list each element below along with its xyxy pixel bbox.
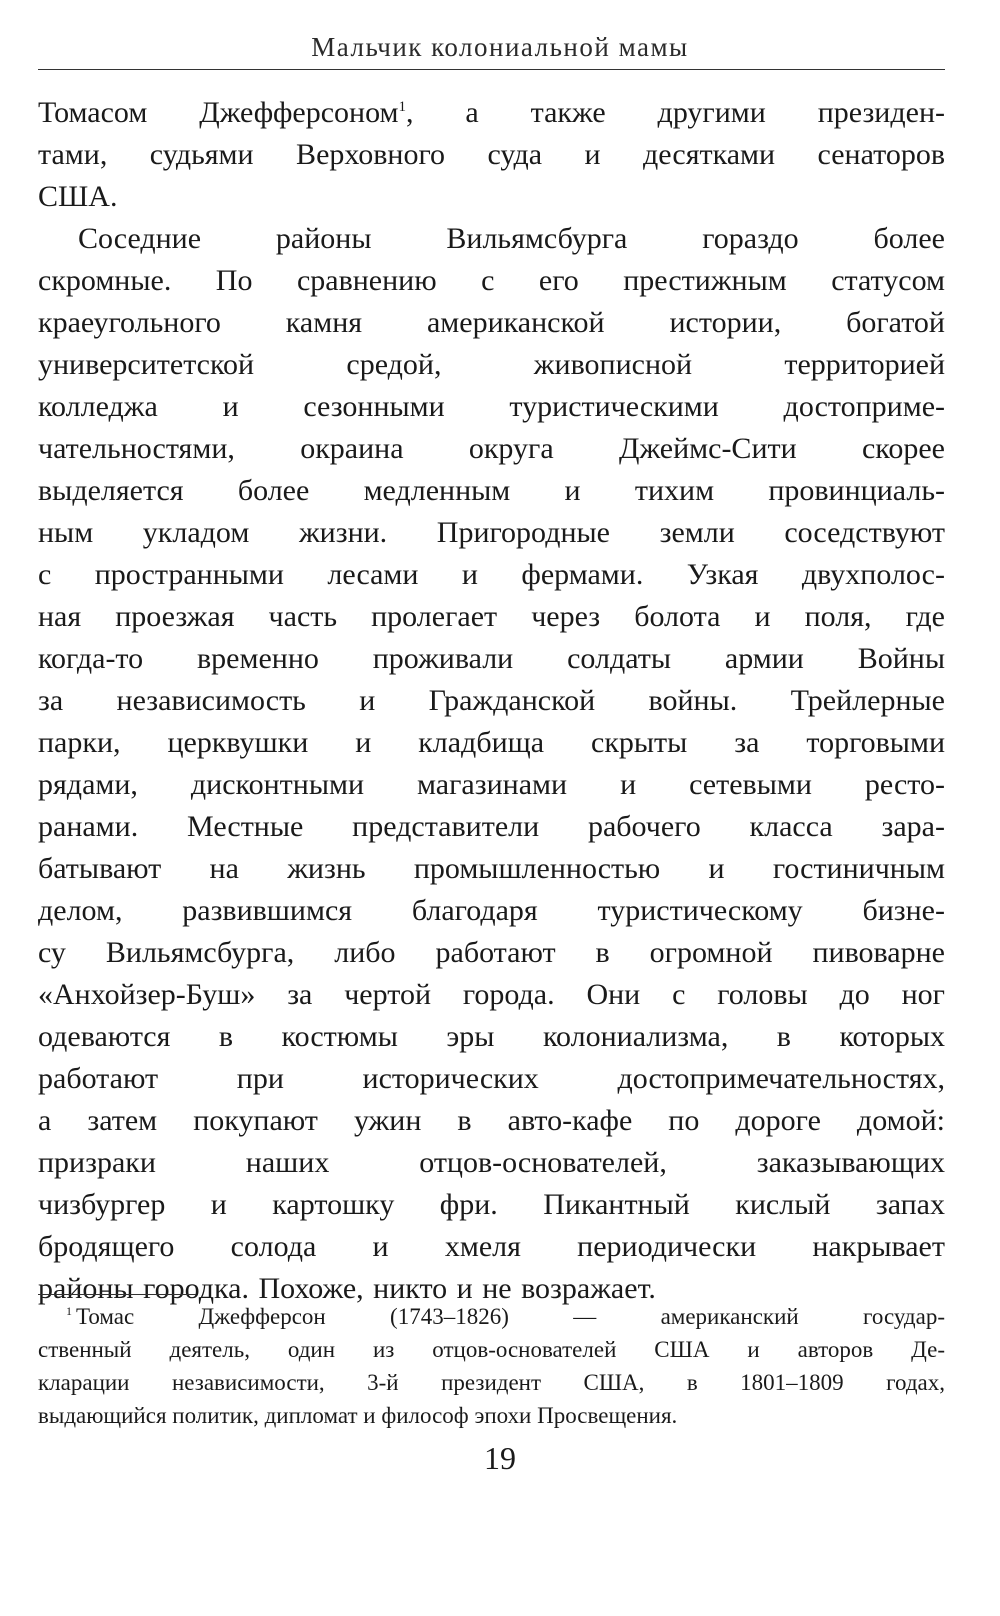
text-line: а затем покупают ужин в авто-кафе по дороге домой: (38, 1104, 945, 1137)
page-number: 19 (484, 1440, 516, 1476)
footnote (38, 1300, 945, 1432)
text-line: бродящего солода и хмеля периодически накрывает (38, 1230, 945, 1263)
text-line: парки, церквушки и кладбища скрыты за торговыми (38, 726, 945, 759)
text-line: рядами, дисконтными магазинами и сетевыми ресто- (38, 768, 945, 801)
body-text (38, 92, 945, 1310)
footnote-marker: 1 (66, 1304, 72, 1319)
text-line: колледжа и сезонными туристическими достоприме- (38, 390, 945, 423)
footnote-line: ственный деятель, один из отцов-основателей США и авторов Де- (38, 1337, 945, 1362)
text-line: су Вильямсбурга, либо работают в огромной пивоварне (38, 936, 945, 969)
text-line: «Анхойзер-Буш» за чертой города. Они с головы до ног (38, 978, 945, 1011)
text-line: ранами. Местные представители рабочего класса зара- (38, 810, 945, 843)
text-line: ная проезжая часть пролегает через болота и поля, где (38, 600, 945, 633)
text-line: с пространными лесами и фермами. Узкая двухполос- (38, 558, 945, 591)
text-line: когда-то временно проживали солдаты армии Войны (38, 642, 945, 675)
text-line: краеугольного камня американской истории, богатой (38, 306, 945, 339)
text-line: за независимость и Гражданской войны. Трейлерные (38, 684, 945, 717)
text-line: чательностями, окраина округа Джеймс-Сити скорее (38, 432, 945, 465)
text-line: делом, развившимся благодаря туристическому бизне- (38, 894, 945, 927)
footnote-line: кларации независимости, 3-й президент США, в 1801–1809 годах, (38, 1370, 945, 1395)
text-line: призраки наших отцов-основателей, заказывающих (38, 1146, 945, 1179)
text-line: одеваются в костюмы эры колониализма, в которых (38, 1020, 945, 1053)
footnote-reference[interactable]: 1 (398, 99, 407, 115)
text-line: Соседние районы Вильямсбурга гораздо более (78, 222, 945, 255)
text-line: скромные. По сравнению с его престижным статусом (38, 264, 945, 297)
text-line: батывают на жизнь промышленностью и гостиничным (38, 852, 945, 885)
text-line: чизбургер и картошку фри. Пикантный кислый запах (38, 1188, 945, 1221)
text-line: США. (38, 180, 118, 213)
text-line: выделяется более медленным и тихим провинциаль- (38, 474, 945, 507)
footnote-line: выдающийся политик, дипломат и философ эпохи Просвещения. (38, 1403, 678, 1428)
text-line: тами, судьями Верховного суда и десятками сенаторов (38, 138, 945, 171)
footnote-line: $^1$ Томас Джефферсон (1743–1826) — американский государ- (66, 1304, 945, 1329)
header-divider (38, 69, 945, 70)
text-line: Томасом Джефферсоном$^1$, а также другими президен- (38, 96, 945, 129)
footnote-divider (38, 1294, 196, 1295)
text-line: ным укладом жизни. Пригородные земли соседствуют (38, 516, 945, 549)
running-header-title: Мальчик колониальной мамы (311, 32, 689, 62)
text-line: районы городка. Похоже, никто и не возражает. (38, 1272, 656, 1305)
text-line: работают при исторических достопримечательностях, (38, 1062, 945, 1095)
text-line: университетской средой, живописной территорией (38, 348, 945, 381)
